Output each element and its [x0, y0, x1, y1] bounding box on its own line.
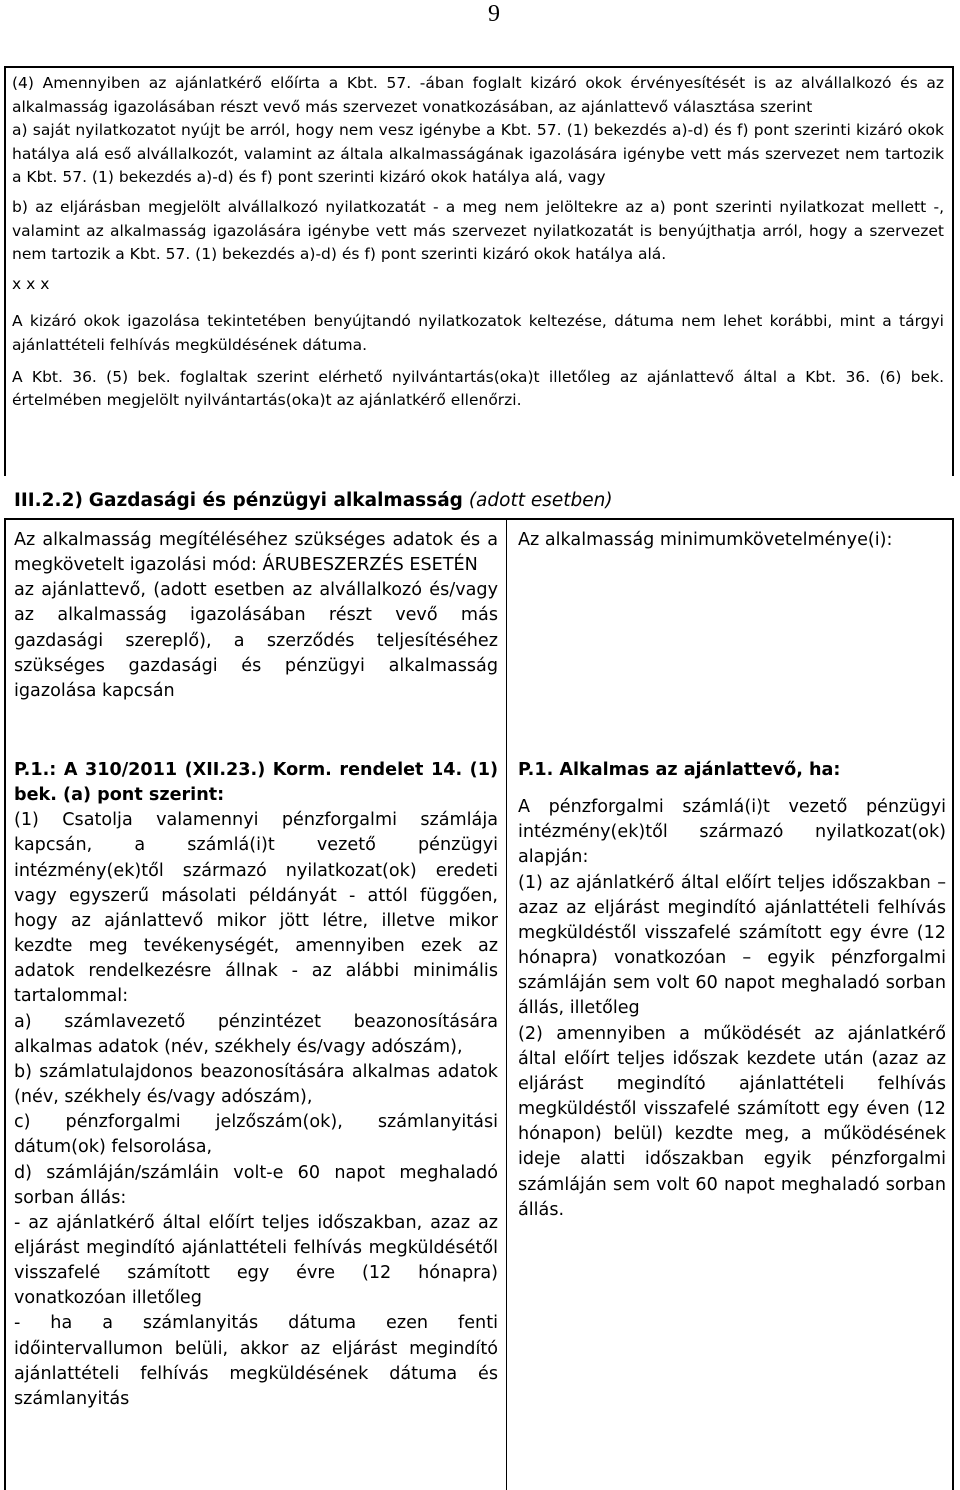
right-body-heading: P.1. Alkalmas az ajánlattevő, ha: [518, 760, 841, 780]
paragraph-date-requirement: A kizáró okok igazolása tekintetében benyújtandó nyilatkozatok keltezése, dátuma nem lehet korábbi, mint a tárgyi ajánlattételi felhívás megküldésének dátuma. [12, 312, 944, 354]
paragraph-registry: A Kbt. 36. (5) bek. foglaltak szerint elérhető nyilvántartás(oka)t illetőleg az ajánlattevő által a Kbt. 36. (6) bek. értelmében megjelölt nyilvántartás(oka)t az ajánlatkérő ellenőrzi. [12, 367, 944, 410]
section-title: Gazdasági és pénzügyi alkalmasság [88, 490, 463, 511]
left-body-item: (1) Csatolja valamennyi pénzforgalmi számlája kapcsán, a számlá(i)t vezető pénzügyi intézmény(ek)től származó nyilatkozat(ok) eredeti vagy egyszerű másolati példányát - attól függően, hogy az ajánlattevő mikor jött létre, illetve mikor kezdte meg tevékenységét, amennyiben ezek az adatok rendelkezésre állnak - az alábbi minimális tartalommal: [14, 810, 498, 1007]
paragraph-a: a) saját nyilatkozatot nyújt be arról, hogy nem vesz igénybe a Kbt. 57. (1) bekezdés a)-d) és f) pont szerinti kizáró okok hatálya alá eső alvállalkozót, valamint az általa alkalmasságának igazolására igénybe vett más szervezet nem tartozik a Kbt. 57. (1) bekezdés a)-d) és f) pont szerinti kizáró okok hatálya alá, vagy [12, 121, 944, 187]
left-header-text: Az alkalmasság megítéléséhez szükséges adatok és a megkövetelt igazolási mód: ÁRUBESZERZÉS ESETÉN [14, 530, 498, 576]
suitability-table [4, 518, 954, 1490]
paragraph-4: (4) Amennyiben az ajánlatkérő előírta a Kbt. 57. -ában foglalt kizáró okok érvényesítését is az alvállalkozó és az alkalmasság igazolásában részt vevő más szervezet vonatkozásában, az ajánlattevő választása szerint [12, 74, 944, 116]
right-body-item: (2) amennyiben a működését az ajánlatkérő által előírt teljes időszak kezdete után (azaz az eljárást megindító ajánlattételi felhívás megküldéstől visszafelé számított egy éven (12 hónapon) belül) kezdte meg, a működésének ideje alatti időszakban egyik pénzforgalmi számláján sem volt 60 napot meghaladó sorban állás. [518, 1023, 946, 1220]
column-divider [506, 520, 507, 1490]
exclusion-grounds-box [4, 66, 954, 476]
separator-xxx: x x x [12, 274, 50, 293]
left-body-item: - az ajánlatkérő által előírt teljes időszakban, azaz az eljárást megindító ajánlattételi felhívás megküldésétől visszafelé számított egy évre (12 hónapra) vonatkozóan illetőleg [14, 1212, 498, 1309]
section-number: III.2.2) [14, 490, 83, 511]
right-header-cell [518, 528, 946, 553]
left-body-item: b) számlatulajdonos beazonosítására alkalmas adatok (név, székhely és/vagy adószám), [14, 1061, 498, 1108]
left-body-item: c) pénzforgalmi jelzőszám(ok), számlanyitási dátum(ok) felsorolása, [14, 1112, 498, 1158]
section-qualifier: (adott esetben) [468, 490, 613, 511]
paragraph-b: b) az eljárásban megjelölt alvállalkozó nyilatkozatát - a meg nem jelöltekre az a) pont szerinti nyilatkozat mellett -, valamint az alkalmasság igazolására igénybe vett más szervezet nyilatkozatát is benyújthatja arról, hogy a szervezet nem tartozik a Kbt. 57. (1) bekezdés a)-d) és f) pont szerinti kizáró okok hatálya alá. [12, 197, 944, 264]
right-body-cell [518, 758, 946, 1223]
left-body-heading: P.1.: A 310/2011 (XII.23.) Korm. rendelet 14. (1) bek. (a) pont szerint: [14, 760, 498, 806]
right-body-item: A pénzforgalmi számlá(i)t vezető pénzügyi intézmény(ek)től származó nyilatkozat(ok) alapján: [518, 797, 946, 868]
left-body-cell [14, 758, 498, 1412]
section-heading [14, 488, 944, 514]
left-header-cell [14, 528, 498, 704]
page-number: 9 [488, 1, 500, 27]
right-body-item: (1) az ajánlatkérő által előírt teljes időszakban – azaz az eljárást megindító ajánlattételi felhívás megküldéstől visszafelé számított egy évre (12 hónapra) vonatkozóan – egyik pénzforgalmi számláján sem volt 60 napot meghaladó sorban állás, illetőleg [518, 872, 946, 1019]
left-body-item: - ha a számlanyitás dátuma ezen fenti időintervallumon belüli, akkor az eljárást megindító ajánlattételi felhívás megküldésének dátuma és számlanyitás [14, 1313, 498, 1409]
left-body-item: a) számlavezető pénzintézet beazonosítására alkalmas adatok (név, székhely és/vagy adószám), [14, 1011, 498, 1057]
right-header-text: Az alkalmasság minimumkövetelménye(i): [518, 530, 893, 550]
left-body-item: d) számláján/számláin volt-e 60 napot meghaladó sorban állás: [14, 1162, 498, 1208]
left-header-text-2: az ajánlattevő, (adott esetben az alvállalkozó és/vagy az alkalmasság igazolásában részt vevő más gazdasági szereplő), a szerződés teljesítéséhez szükséges gazdasági és pénzügyi alkalmasság igazolása kapcsán [14, 580, 498, 701]
